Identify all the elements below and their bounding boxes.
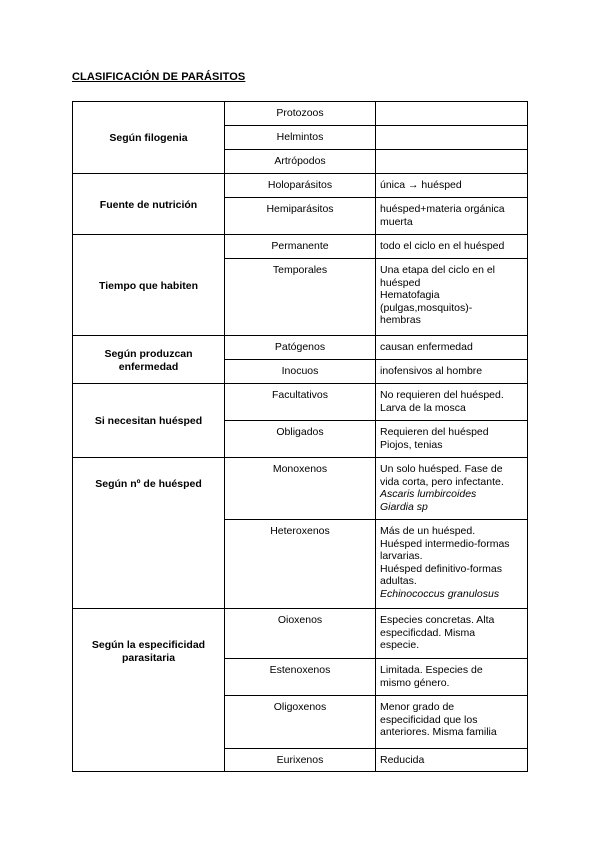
category-cell: Según produzcan enfermedad xyxy=(73,336,225,384)
type-cell: Obligados xyxy=(225,421,376,458)
description-line: Huésped intermedio-formas xyxy=(380,537,510,550)
category-cell: Si necesitan huésped xyxy=(73,384,225,458)
type-cell: Oioxenos xyxy=(225,609,376,659)
description-line: No requieren del huésped. xyxy=(380,389,504,401)
description-line: especificidad que los xyxy=(380,713,478,726)
description-cell xyxy=(376,609,528,659)
description-line: mismo género. xyxy=(380,676,450,689)
document-title: CLASIFICACIÓN DE PARÁSITOS xyxy=(72,71,246,83)
type-cell: Eurixenos xyxy=(225,749,376,772)
description-line: (pulgas,mosquitos)- xyxy=(380,301,473,314)
description-line: Huésped definitivo-formas xyxy=(380,562,502,575)
description-cell xyxy=(376,336,528,360)
description-line: hembras xyxy=(380,314,421,326)
species-name: Giardia sp xyxy=(380,500,428,513)
type-cell: Protozoos xyxy=(225,102,376,126)
type-cell: Temporales xyxy=(225,259,376,336)
description-line: Reducida xyxy=(380,754,425,766)
description-line: Menor grado de xyxy=(380,701,455,713)
description-line: Más de un huésped. xyxy=(380,525,476,537)
description-cell xyxy=(376,696,528,749)
description-cell xyxy=(376,126,528,150)
table-row xyxy=(73,102,528,126)
type-cell: Monoxenos xyxy=(225,458,376,520)
type-cell: Oligoxenos xyxy=(225,696,376,749)
description-line: inofensivos al hombre xyxy=(380,365,483,377)
type-cell: Permanente xyxy=(225,235,376,259)
category-cell: Según filogenia xyxy=(73,102,225,174)
category-cell: Según nº de huésped xyxy=(73,458,225,609)
description-line: Hematofagia xyxy=(380,289,440,301)
description-cell xyxy=(376,150,528,174)
species-name: Echinococcus granulosus xyxy=(380,587,500,600)
description-cell xyxy=(376,198,528,235)
type-cell: Helmintos xyxy=(225,126,376,150)
description-cell xyxy=(376,360,528,384)
description-line: Especies concretas. Alta xyxy=(380,614,495,626)
description-cell xyxy=(376,749,528,772)
description-cell xyxy=(376,384,528,421)
description-cell xyxy=(376,174,528,198)
table-row xyxy=(73,458,528,520)
description-line: huésped+materia orgánica xyxy=(380,203,505,215)
description-line: Requieren del huésped xyxy=(380,426,489,438)
description-line: muerta xyxy=(380,215,413,228)
description-line: adultas. xyxy=(380,575,417,587)
table-row xyxy=(73,384,528,421)
description-line: Piojos, tenias xyxy=(380,438,443,451)
description-line: huésped xyxy=(380,276,421,289)
type-cell: Holoparásitos xyxy=(225,174,376,198)
table-row xyxy=(73,235,528,259)
type-cell: Hemiparásitos xyxy=(225,198,376,235)
description-line: larvarias. xyxy=(380,550,423,562)
description-cell xyxy=(376,102,528,126)
description-line: todo el ciclo en el huésped xyxy=(380,240,505,252)
description-cell xyxy=(376,659,528,696)
description-line: causan enfermedad xyxy=(380,341,473,353)
category-cell: Tiempo que habiten xyxy=(73,235,225,336)
type-cell: Facultativos xyxy=(225,384,376,421)
description-line: vida corta, pero infectante. xyxy=(380,475,504,488)
description-cell xyxy=(376,235,528,259)
description-cell xyxy=(376,520,528,609)
type-cell: Heteroxenos xyxy=(225,520,376,609)
category-cell: Según la especificidad parasitaria xyxy=(73,609,225,772)
description-line: anteriores. Misma familia xyxy=(380,726,497,738)
description-line: Limitada. Especies de xyxy=(380,664,483,676)
classification-table xyxy=(72,101,528,772)
species-name: Ascaris lumbircoides xyxy=(380,488,477,500)
type-cell: Artrópodos xyxy=(225,150,376,174)
description-cell xyxy=(376,458,528,520)
description-line: especificdad. Misma xyxy=(380,626,476,639)
type-cell: Estenoxenos xyxy=(225,659,376,696)
description-line: especie. xyxy=(380,639,420,651)
type-cell: Patógenos xyxy=(225,336,376,360)
table-row xyxy=(73,336,528,360)
description-line: única → huésped xyxy=(380,179,462,191)
description-line: Larva de la mosca xyxy=(380,401,466,414)
description-line: Una etapa del ciclo en el xyxy=(380,264,495,276)
description-cell xyxy=(376,259,528,336)
table-row xyxy=(73,609,528,659)
table-row xyxy=(73,174,528,198)
description-line: Un solo huésped. Fase de xyxy=(380,463,503,475)
category-cell: Fuente de nutrición xyxy=(73,174,225,235)
type-cell: Inocuos xyxy=(225,360,376,384)
description-cell xyxy=(376,421,528,458)
